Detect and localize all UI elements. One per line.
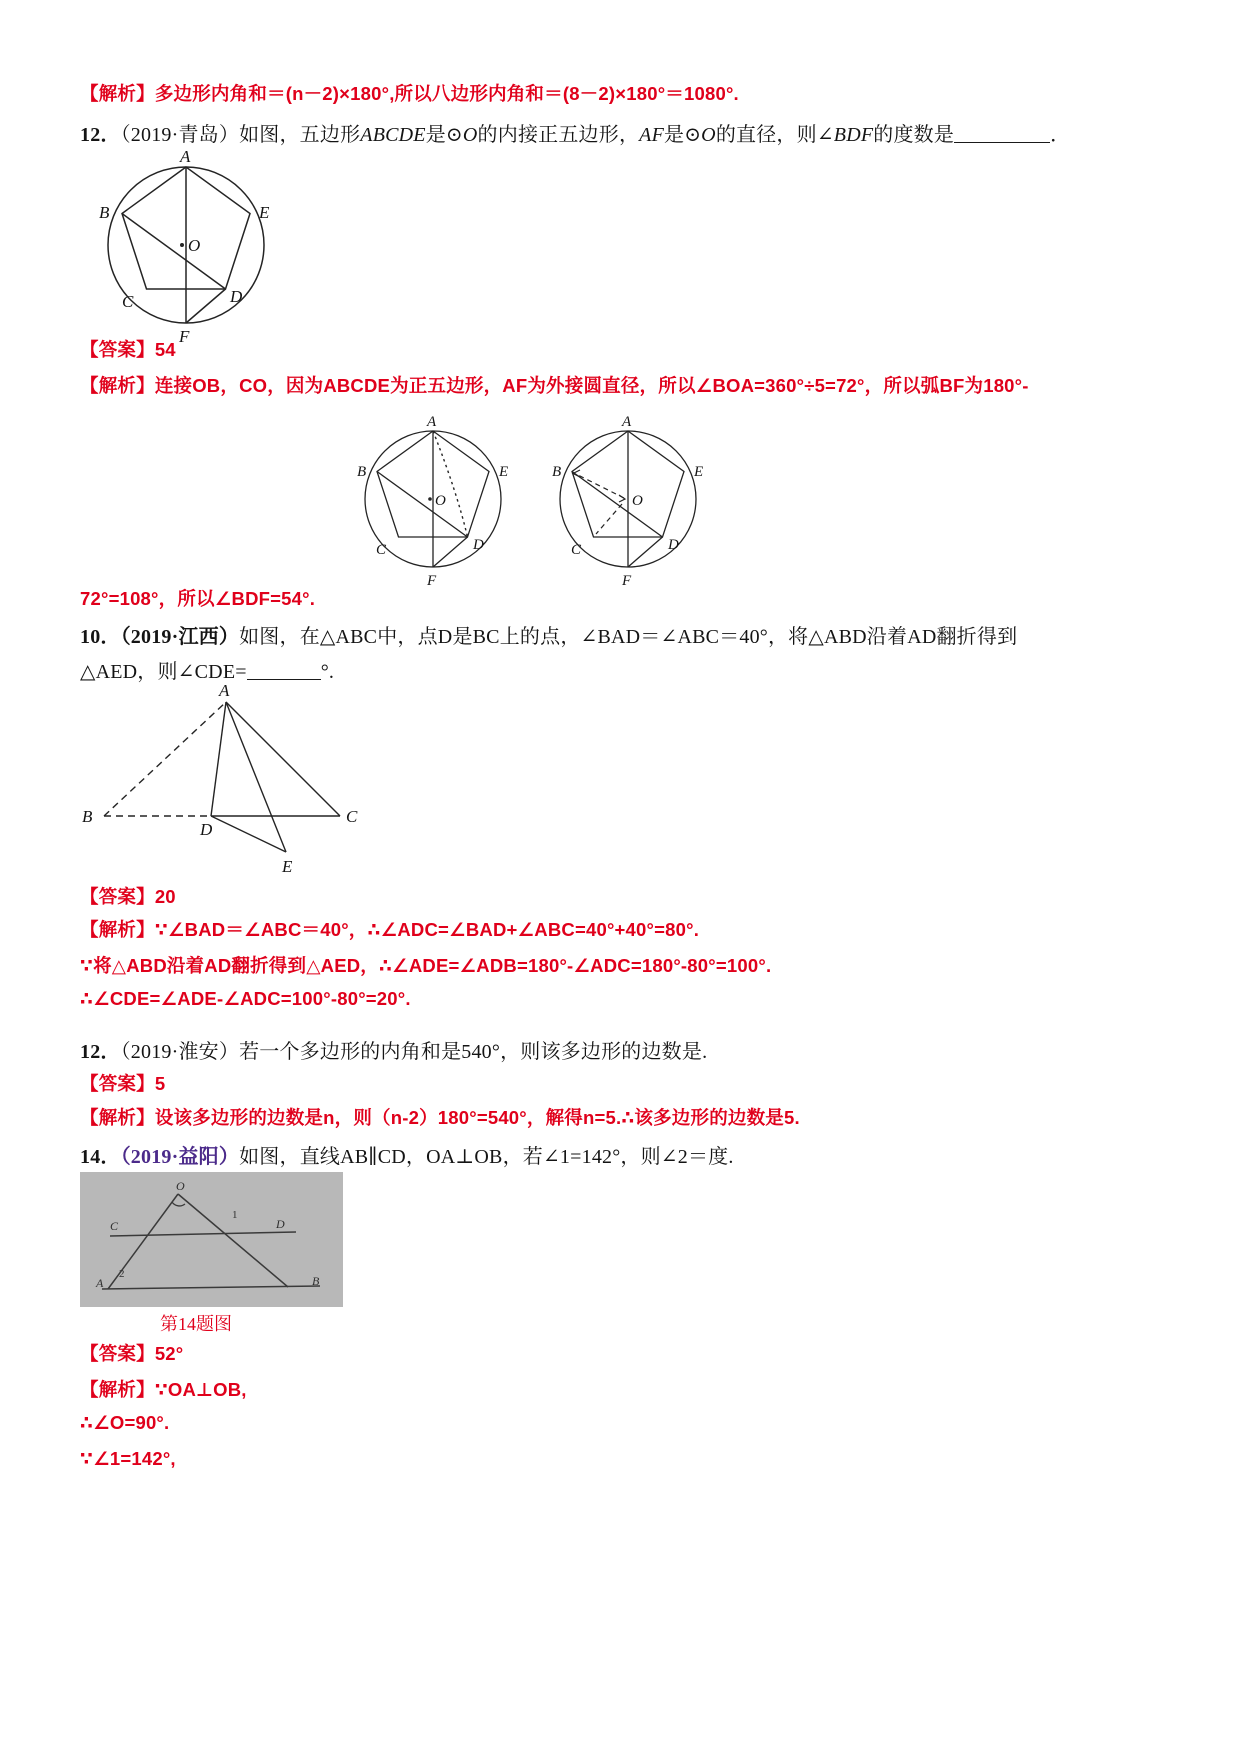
figure-caption-q14 xyxy=(160,1310,232,1336)
label-O: O xyxy=(176,1179,185,1193)
segment-AC xyxy=(226,702,340,816)
analysis-q12-huaian xyxy=(80,1104,800,1130)
label-C: C xyxy=(110,1219,119,1233)
question-source: （2019·淮安） xyxy=(120,1041,240,1063)
figure-photo-q14 xyxy=(80,1172,343,1307)
analysis-text: 连接OB，CO，因为ABCDE为正五边形，AF为外接圆直径，所以∠BOA=360°÷5=72°，所以弧BF为180°- xyxy=(154,375,1029,396)
label-B: B xyxy=(99,203,110,222)
analysis-q12-line-2 xyxy=(80,585,315,611)
label-angle-1: 1 xyxy=(232,1209,238,1221)
answer-tag: 【答案】 xyxy=(80,1073,155,1094)
answer-blank-underline[interactable] xyxy=(247,661,321,680)
label-A: A xyxy=(622,414,632,430)
analysis-text: 设该多边形的边数是n，则（n-2）180°=540°，解得n=5.∴该多边形的边数是5. xyxy=(154,1107,800,1128)
arrowhead-to-O xyxy=(619,495,625,502)
dashed-segment-OB xyxy=(576,474,624,498)
analysis-q10-line-1 xyxy=(80,916,699,942)
question-number: 10． xyxy=(80,626,121,648)
label-A: A xyxy=(427,414,437,430)
analysis-text: ∵OA⊥OB, xyxy=(154,1379,247,1400)
analysis-text-cont: ∴∠O=90°. xyxy=(80,1412,170,1433)
label-angle-2: 2 xyxy=(119,1268,125,1280)
question-text-2: 是⊙ xyxy=(425,124,463,146)
question-text-3: 的内接正五边形， xyxy=(477,124,640,146)
label-C: C xyxy=(376,542,387,558)
question-12-huaian xyxy=(80,1035,707,1064)
answer-value: 52° xyxy=(154,1343,184,1364)
analysis-text: ∵∠BAD＝∠ABC＝40°，∴∠ADC=∠BAD+∠ABC=40°+40°=80°. xyxy=(154,919,700,940)
answer-q10-jiangxi xyxy=(80,883,176,909)
answer-tag: 【答案】 xyxy=(80,339,155,360)
analysis-text-cont: 72°=108°，所以∠BDF=54°. xyxy=(80,588,316,609)
segment-DF xyxy=(628,537,663,567)
photo-q14-svg xyxy=(80,1172,343,1307)
question-number: 12． xyxy=(80,1041,121,1063)
segment-DE xyxy=(211,816,286,852)
label-D: D xyxy=(200,820,213,839)
answer-tag: 【答案】 xyxy=(80,886,155,907)
pentagon-main-svg xyxy=(78,150,308,345)
answer-q14-yiyang xyxy=(80,1340,183,1366)
question-text-1: 如图，五边形 xyxy=(239,124,361,146)
analysis-q14-line-2 xyxy=(80,1412,169,1434)
dashed-segment-AD xyxy=(433,431,468,537)
label-E: E xyxy=(282,857,293,876)
analysis-line-octagon xyxy=(80,80,739,106)
analysis-text-cont: ∵∠1=142°, xyxy=(80,1448,176,1469)
figure-pentagon-right xyxy=(540,412,725,592)
analysis-text-cont: ∵将△ABD沿着AD翻折得到△AED，∴∠ADE=∠ADB=180°-∠ADC=180°-80°=100°. xyxy=(80,955,772,976)
answer-q12-qingdao xyxy=(80,336,176,362)
label-A: A xyxy=(219,681,230,700)
dashed-segment-OC xyxy=(596,504,622,534)
question-italic-bdf: BDF xyxy=(833,124,874,146)
analysis-q14-line-1 xyxy=(80,1376,247,1402)
analysis-tag: 【解析】 xyxy=(80,1107,155,1128)
segment-BD xyxy=(122,214,226,290)
segment-BD xyxy=(572,472,663,538)
question-source: （2019·益阳） xyxy=(120,1146,240,1168)
label-O: O xyxy=(188,236,201,255)
label-B: B xyxy=(82,807,93,826)
figure-pentagon-left xyxy=(345,412,530,592)
label-A: A xyxy=(96,1276,104,1290)
figure-pentagon-main xyxy=(78,150,308,345)
label-C: C xyxy=(122,292,134,311)
answer-value: 54 xyxy=(154,339,176,360)
answer-q12-huaian xyxy=(80,1070,165,1096)
question-text-5: 的直径，则∠ xyxy=(715,124,834,146)
analysis-q14-line-3 xyxy=(80,1448,176,1470)
pentagon-right-svg xyxy=(540,412,725,592)
dashed-segment-BA xyxy=(104,702,226,816)
question-italic-o1: O xyxy=(462,124,478,146)
question-text-b: °. xyxy=(320,661,335,683)
question-text-6: 的度数是 xyxy=(873,124,955,146)
question-source: （2019·江西） xyxy=(120,626,240,648)
analysis-text: 多边形内角和＝(n－2)×180°,所以八边形内角和＝(8－2)×180°＝1080°. xyxy=(154,83,739,104)
question-text-4: 是⊙ xyxy=(664,124,702,146)
answer-tag: 【答案】 xyxy=(80,1343,155,1364)
analysis-tag: 【解析】 xyxy=(80,375,155,396)
label-D: D xyxy=(276,1217,285,1231)
question-source: （2019·青岛） xyxy=(120,124,240,146)
question-number: 14． xyxy=(80,1146,121,1168)
label-B: B xyxy=(357,464,367,480)
question-12-qingdao xyxy=(80,118,1070,147)
figure-triangle-fold xyxy=(78,680,408,885)
label-D: D xyxy=(473,537,484,553)
pentagon-left-svg xyxy=(345,412,530,592)
question-italic-af: AF xyxy=(639,124,664,146)
segment-DF xyxy=(433,537,468,567)
segment-AD xyxy=(211,702,226,816)
analysis-tag: 【解析】 xyxy=(80,1379,155,1400)
label-D: D xyxy=(230,287,243,306)
question-number: 12． xyxy=(80,124,121,146)
label-F: F xyxy=(179,327,190,345)
label-F: F xyxy=(622,573,632,589)
analysis-text-cont: ∴∠CDE=∠ADE-∠ADC=100°-80°=20°. xyxy=(80,988,411,1009)
center-point-dot xyxy=(428,497,432,501)
caption-text: 第14题图 xyxy=(160,1314,232,1334)
question-text-a: △AED，则∠CDE= xyxy=(80,661,247,683)
label-C: C xyxy=(571,542,582,558)
segment-BD xyxy=(377,472,468,538)
analysis-q10-line-2 xyxy=(80,952,771,978)
question-text: 如图，在△ABC中，点D是BC上的点，∠BAD＝∠ABC＝40°，将△ABD沿着AD翻折得到 xyxy=(239,626,1018,648)
question-text: 如图，直线AB∥CD，OA⊥OB，若∠1=142°，则∠2＝度. xyxy=(239,1146,734,1168)
analysis-q12-line-1 xyxy=(80,372,1029,398)
answer-value: 20 xyxy=(154,886,176,907)
question-14-yiyang xyxy=(80,1140,734,1169)
label-C: C xyxy=(346,807,358,826)
analysis-tag: 【解析】 xyxy=(80,919,155,940)
answer-value: 5 xyxy=(154,1073,166,1094)
label-B: B xyxy=(552,464,562,480)
analysis-tag: 【解析】 xyxy=(80,83,155,104)
label-D: D xyxy=(668,537,679,553)
question-text-7: ． xyxy=(1050,124,1071,146)
label-E: E xyxy=(694,464,704,480)
analysis-q10-line-3 xyxy=(80,988,411,1010)
question-text: 若一个多边形的内角和是540°，则该多边形的边数是. xyxy=(239,1041,708,1063)
label-O: O xyxy=(435,493,446,509)
label-E: E xyxy=(499,464,509,480)
label-A: A xyxy=(180,150,191,166)
triangle-fold-svg xyxy=(78,680,408,885)
question-italic-abcde: ABCDE xyxy=(360,124,426,146)
label-O: O xyxy=(632,493,643,509)
segment-DF xyxy=(186,289,226,323)
answer-blank-underline[interactable] xyxy=(954,124,1050,143)
label-E: E xyxy=(259,203,270,222)
question-italic-o2: O xyxy=(701,124,716,146)
label-F: F xyxy=(427,573,437,589)
label-B: B xyxy=(312,1274,320,1288)
segment-AE xyxy=(226,702,286,852)
question-10-jiangxi-line-1 xyxy=(80,620,1017,649)
center-point-dot xyxy=(180,243,184,247)
